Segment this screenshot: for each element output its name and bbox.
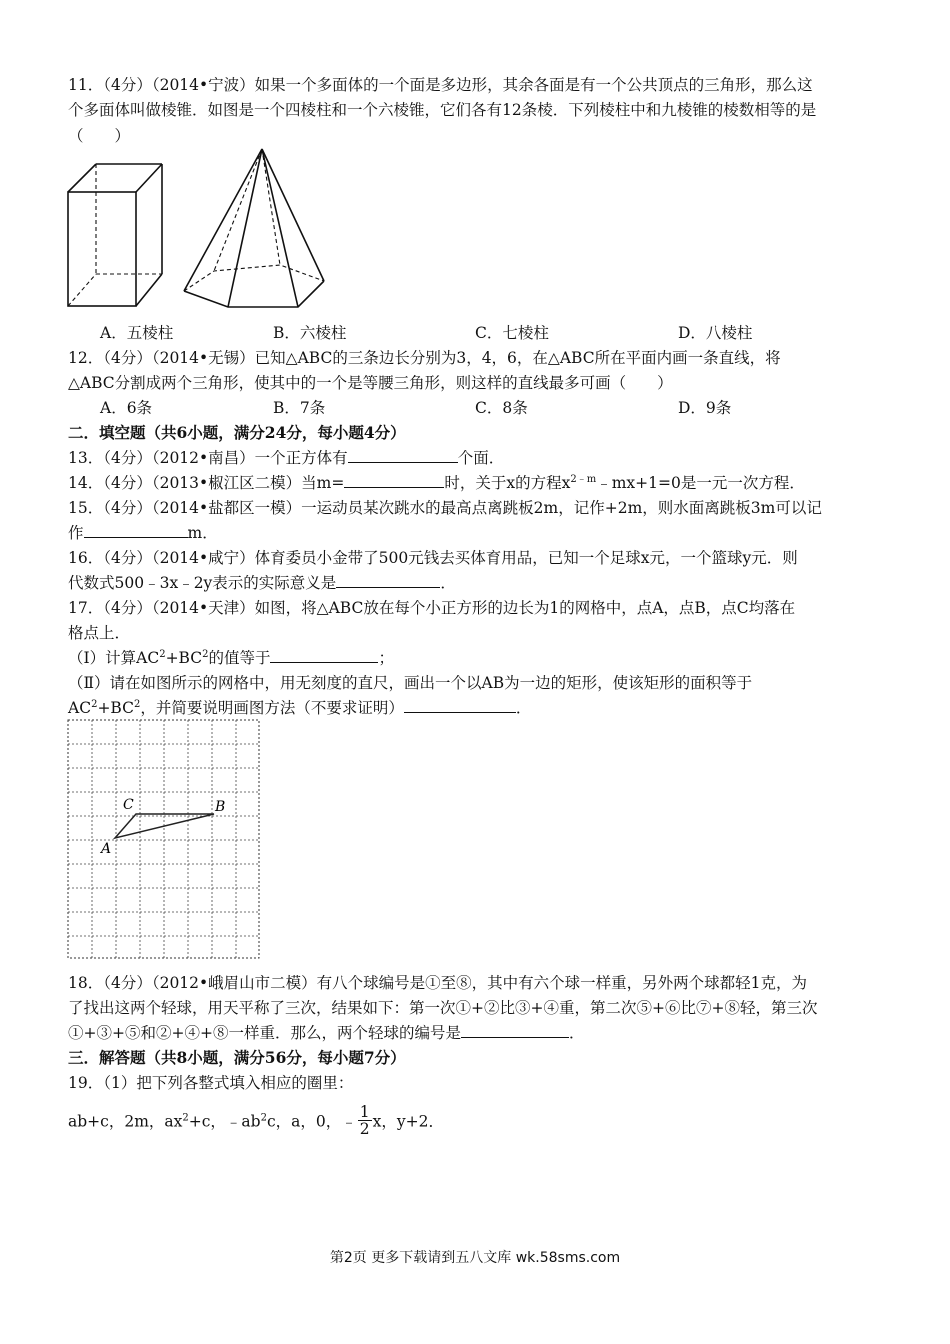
q14-exponent: 2﹣m — [570, 473, 597, 485]
q17-line1: 17．（4分）（2014•天津）如图，将△ABC放在每个小正方形的边长为1的网格中，点A，点B，点C均落在 — [68, 599, 796, 617]
q19-fraction — [358, 1104, 372, 1137]
q18-line3-post: ． — [568, 1024, 585, 1042]
q14-post: ﹣mx+1=0是一元一次方程． — [596, 474, 805, 492]
q15-line2 — [68, 522, 218, 544]
q13-post: 个面． — [457, 449, 505, 467]
q15-line1: 15．（4分）（2014•盐都区一模）一运动员某次跳水的最高点离跳板2m，记作+2m，则水面离跳板3m可以记 — [68, 499, 822, 517]
section-3-heading: 三．解答题（共8小题，满分56分，每小题7分） — [68, 1048, 406, 1067]
q11-option-a: A．五棱柱 — [100, 324, 174, 342]
q11-option-b: B．六棱柱 — [273, 324, 347, 342]
q17-p1-answer-blank[interactable] — [270, 647, 378, 663]
q13-answer-blank[interactable] — [348, 447, 458, 463]
q18-line3 — [68, 1022, 584, 1044]
fraction-numerator: 1 — [359, 1103, 370, 1121]
q11-option-d: D．八棱柱 — [678, 324, 753, 342]
q12-option-c: C．8条 — [475, 399, 528, 417]
q12-option-a: A．6条 — [100, 399, 153, 417]
q15-answer-blank[interactable] — [84, 522, 188, 538]
q11-option-c: C．七棱柱 — [475, 324, 549, 342]
label-b: B — [215, 799, 226, 815]
q18-line1: 18．（4分）（2012•峨眉山市二模）有八个球编号是①至⑧，其中有六个球一样重，另外两个球都轻1克，为 — [68, 974, 808, 992]
q15-post: m． — [187, 524, 218, 542]
q17-part2-line2 — [68, 697, 531, 719]
q17-p2-sup1: 2 — [91, 698, 98, 710]
q19-expressions — [68, 1103, 444, 1139]
q17-p2-end: ． — [515, 699, 532, 717]
q16-line1: 16．（4分）（2014•咸宁）体育委员小金带了500元钱去买体育用品，已知一个足球x元，一个篮球y元．则 — [68, 549, 798, 567]
q17-p2-pre: AC — [68, 699, 92, 717]
q17-p2-post: ，并简要说明画图方法（不要求证明） — [140, 699, 404, 717]
q19-expr-1: ab+c，2m，ax — [68, 1112, 183, 1131]
fraction-variable: x — [372, 1112, 382, 1131]
q18-line3-pre: ①+③+⑤和②+④+⑧一样重．那么，两个轻球的编号是 — [68, 1024, 461, 1042]
q19-expr-3: c，a，0，﹣ — [266, 1112, 357, 1131]
q17-p2-mid: +BC — [97, 699, 134, 717]
q17-p1-sup1: 2 — [159, 648, 166, 660]
q12-option-d: D．9条 — [678, 399, 732, 417]
q17-part2-line1: （Ⅱ）请在如图所示的网格中，用无刻度的直尺，画出一个以AB为一边的矩形，使该矩形的面积等于 — [68, 674, 753, 692]
q17-grid-figure — [67, 719, 263, 961]
q19-line1: 19．（1）把下列各整式填入相应的圈里： — [68, 1074, 354, 1092]
q16-line2 — [68, 572, 456, 594]
q17-p1-end: ； — [378, 649, 394, 667]
q16-pre: 代数式500﹣3x﹣2y表示的实际意义是 — [68, 574, 337, 592]
q19-expr-1-sup: 2 — [182, 1112, 189, 1124]
fraction-denominator: 2 — [359, 1120, 370, 1138]
q17-part1 — [68, 647, 394, 669]
q13-pre: 13．（4分）（2012•南昌）一个正方体有 — [68, 449, 348, 467]
q14-mid: 时，关于x的方程x — [444, 474, 571, 492]
triangle-abc — [115, 814, 214, 838]
q19-expr-4: ，y+2． — [381, 1112, 444, 1131]
q11-line3: （ ） — [68, 127, 131, 145]
q14 — [68, 472, 805, 494]
q12-line1: 12．（4分）（2014•无锡）已知△ABC的三条边长分别为3，4，6，在△ABC所在平面内画一条直线，将 — [68, 349, 781, 367]
quadrangular-prism-figure — [62, 150, 172, 320]
q15-pre: 作 — [68, 524, 84, 542]
section-2-heading: 二．填空题（共6小题，满分24分，每小题4分） — [68, 423, 406, 442]
label-c: C — [123, 797, 134, 813]
q19-expr-2-sup: 2 — [260, 1112, 267, 1124]
q17-p1-pre: （Ⅰ）计算AC — [68, 649, 160, 667]
q17-p1-sup2: 2 — [202, 648, 209, 660]
q17-p1-mid: +BC — [165, 649, 203, 667]
q11-line1: 11．（4分）（2014•宁波）如果一个多面体的一个面是多边形，其余各面是有一个公共顶点的三角形，那么这 — [68, 76, 813, 94]
q14-answer-blank[interactable] — [344, 472, 444, 488]
q17-line2: 格点上． — [68, 624, 131, 642]
q17-p1-post: 的值等于 — [208, 649, 271, 667]
q14-pre: 14．（4分）（2013•椒江区二模）当m= — [68, 474, 345, 492]
q17-p2-answer-blank[interactable] — [404, 697, 516, 713]
q13 — [68, 447, 504, 469]
page-footer: 第2页 更多下载请到五八文库 wk.58sms.com — [329, 1250, 621, 1266]
q18-answer-blank[interactable] — [461, 1022, 569, 1038]
q16-answer-blank[interactable] — [336, 572, 440, 588]
label-a: A — [101, 841, 112, 857]
q12-option-b: B．7条 — [273, 399, 326, 417]
grid-lines — [68, 720, 259, 958]
q12-line2: △ABC分割成两个三角形，使其中的一个是等腰三角形，则这样的直线最多可画（ ） — [68, 374, 673, 392]
q18-line2: 了找出这两个轻球，用天平称了三次，结果如下：第一次①+②比③+④重，第二次⑤+⑥比⑦+⑧轻，第三次 — [68, 999, 818, 1017]
q16-post: ． — [440, 574, 456, 592]
q19-expr-2: +c，﹣ab — [188, 1112, 261, 1131]
q11-line2: 个多面体叫做棱锥．如图是一个四棱柱和一个六棱锥，它们各有12条棱．下列棱柱中和九棱锥的棱数相等的是 — [68, 101, 817, 119]
q17-p2-sup2: 2 — [133, 698, 141, 710]
hexagonal-pyramid-figure — [180, 145, 330, 315]
grid-border — [68, 720, 259, 958]
